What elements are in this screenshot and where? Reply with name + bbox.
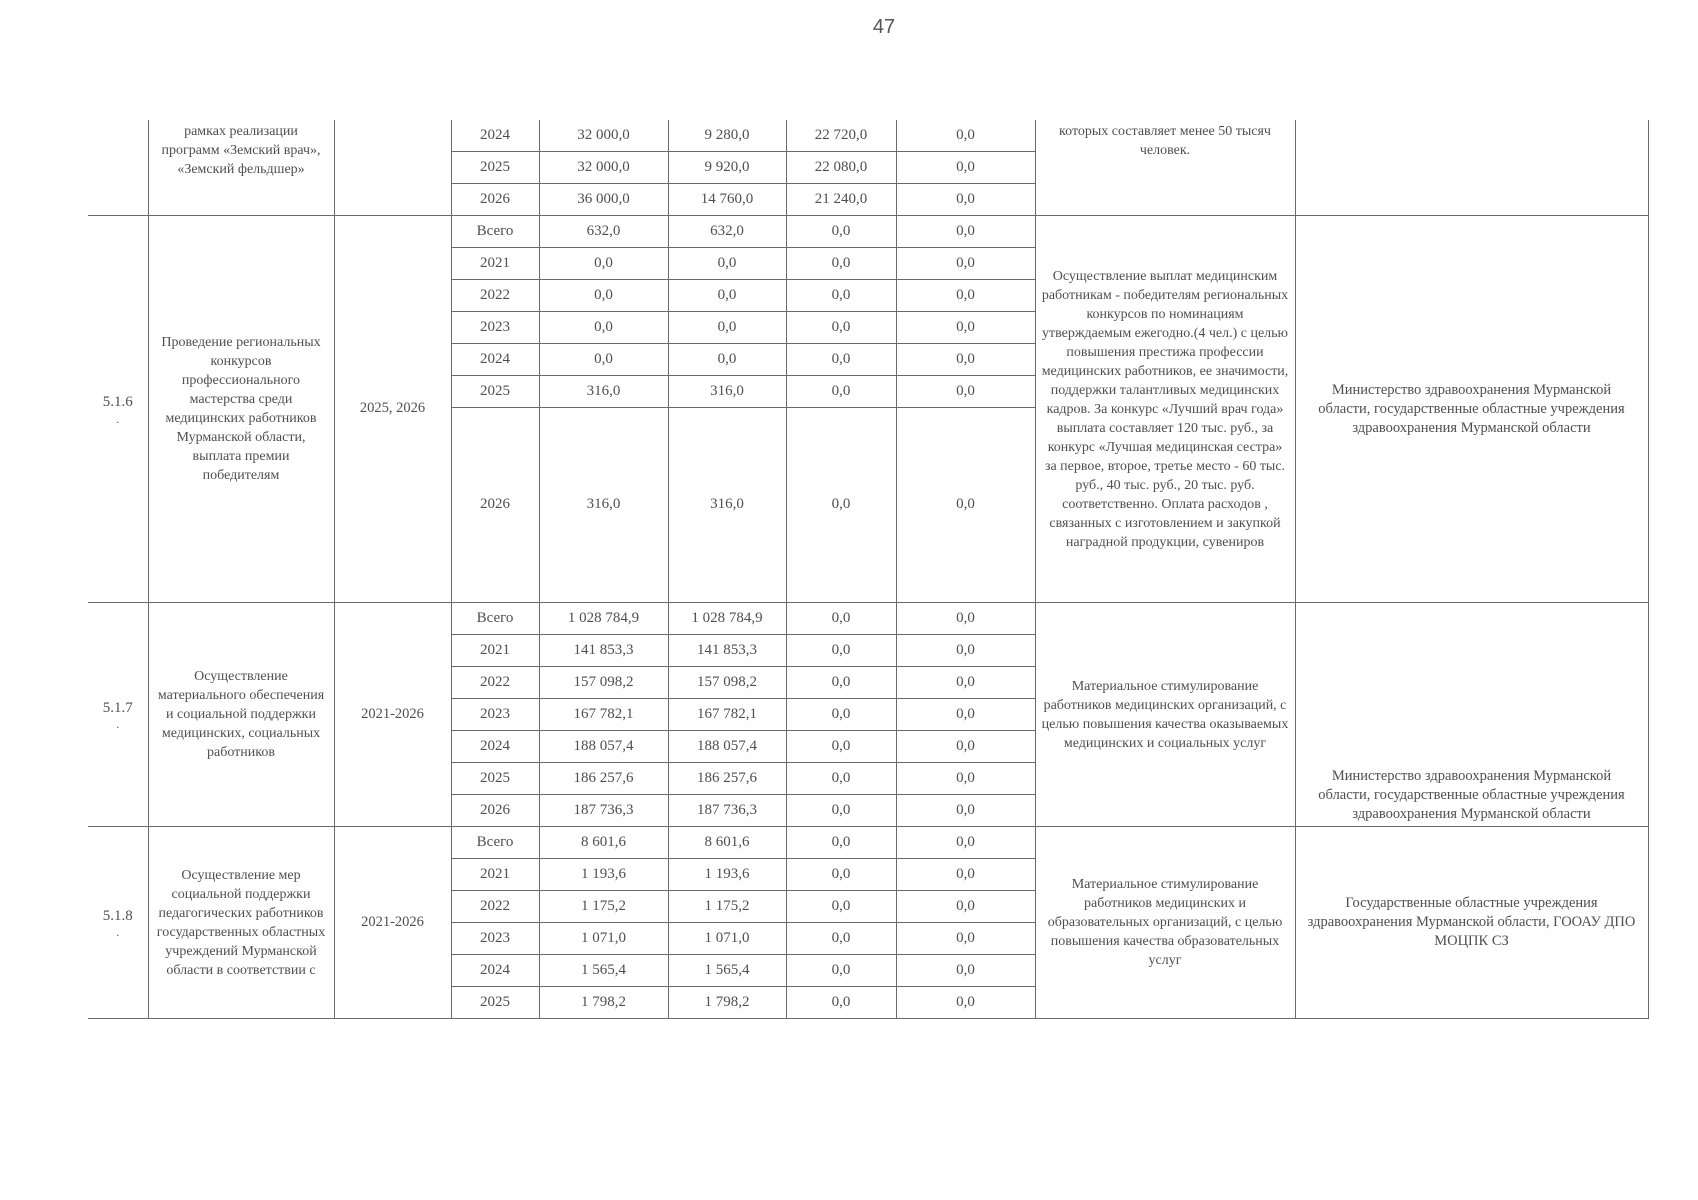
year-cell: 2024 bbox=[451, 120, 539, 152]
table-row bbox=[88, 120, 1648, 152]
program-measures-table bbox=[88, 120, 1649, 1019]
total-cell: 1 193,6 bbox=[539, 859, 668, 891]
regional-cell: 0,0 bbox=[668, 344, 786, 376]
total-cell: 1 028 784,9 bbox=[539, 603, 668, 635]
table-row bbox=[88, 216, 1648, 248]
regional-cell: 632,0 bbox=[668, 216, 786, 248]
regional-cell: 167 782,1 bbox=[668, 699, 786, 731]
federal-cell: 0,0 bbox=[786, 955, 896, 987]
regional-cell: 187 736,3 bbox=[668, 795, 786, 827]
regional-cell: 9 280,0 bbox=[668, 120, 786, 152]
federal-cell: 21 240,0 bbox=[786, 184, 896, 216]
total-cell: 0,0 bbox=[539, 312, 668, 344]
federal-cell: 0,0 bbox=[786, 408, 896, 603]
federal-cell: 0,0 bbox=[786, 699, 896, 731]
measure-code-dot: . bbox=[116, 717, 120, 732]
federal-cell: 0,0 bbox=[786, 603, 896, 635]
year-cell: 2025 bbox=[451, 763, 539, 795]
other-cell: 0,0 bbox=[896, 699, 1035, 731]
federal-cell: 0,0 bbox=[786, 731, 896, 763]
total-cell: 36 000,0 bbox=[539, 184, 668, 216]
other-cell: 0,0 bbox=[896, 763, 1035, 795]
federal-cell: 0,0 bbox=[786, 248, 896, 280]
year-cell: 2022 bbox=[451, 891, 539, 923]
measure-code: 5.1.6 bbox=[102, 394, 133, 411]
total-cell: 1 071,0 bbox=[539, 923, 668, 955]
table-row bbox=[88, 827, 1648, 859]
year-cell: 2021 bbox=[451, 635, 539, 667]
regional-cell: 1 798,2 bbox=[668, 987, 786, 1019]
measure-period: 2021-2026 bbox=[334, 603, 451, 827]
measure-code-cell bbox=[88, 216, 148, 603]
year-cell: 2025 bbox=[451, 376, 539, 408]
measure-code-dot: . bbox=[116, 411, 120, 426]
year-cell: 2022 bbox=[451, 280, 539, 312]
federal-cell: 0,0 bbox=[786, 312, 896, 344]
regional-cell: 1 565,4 bbox=[668, 955, 786, 987]
year-cell: 2021 bbox=[451, 859, 539, 891]
year-cell: 2024 bbox=[451, 955, 539, 987]
responsible-executor: Министерство здравоохранения Мурманской области, государственные областные учреждения здравоохранения Мурманской области bbox=[1295, 603, 1648, 827]
regional-cell: 14 760,0 bbox=[668, 184, 786, 216]
total-cell: 1 798,2 bbox=[539, 987, 668, 1019]
year-cell: Всего bbox=[451, 827, 539, 859]
total-cell: 0,0 bbox=[539, 280, 668, 312]
other-cell: 0,0 bbox=[896, 603, 1035, 635]
table-body bbox=[88, 120, 1648, 1019]
measure-name: Осуществление материального обеспечения и социальной поддержки медицинских, социальных работников bbox=[148, 603, 334, 827]
total-cell: 632,0 bbox=[539, 216, 668, 248]
code-cell bbox=[88, 120, 148, 216]
responsible-executor: Министерство здравоохранения Мурманской области, государственные областные учреждения здравоохранения Мурманской области bbox=[1295, 216, 1648, 603]
regional-cell: 0,0 bbox=[668, 312, 786, 344]
federal-cell: 0,0 bbox=[786, 923, 896, 955]
other-cell: 0,0 bbox=[896, 923, 1035, 955]
total-cell: 316,0 bbox=[539, 408, 668, 603]
regional-cell: 1 028 784,9 bbox=[668, 603, 786, 635]
year-cell: 2026 bbox=[451, 408, 539, 603]
year-cell: 2023 bbox=[451, 699, 539, 731]
other-cell: 0,0 bbox=[896, 891, 1035, 923]
regional-cell: 1 175,2 bbox=[668, 891, 786, 923]
year-cell: 2026 bbox=[451, 184, 539, 216]
regional-cell: 9 920,0 bbox=[668, 152, 786, 184]
federal-cell: 0,0 bbox=[786, 763, 896, 795]
other-cell: 0,0 bbox=[896, 859, 1035, 891]
other-cell: 0,0 bbox=[896, 827, 1035, 859]
federal-cell: 0,0 bbox=[786, 635, 896, 667]
measure-period: 2025, 2026 bbox=[334, 216, 451, 603]
other-cell: 0,0 bbox=[896, 152, 1035, 184]
federal-cell: 0,0 bbox=[786, 216, 896, 248]
other-cell: 0,0 bbox=[896, 667, 1035, 699]
other-cell: 0,0 bbox=[896, 987, 1035, 1019]
other-cell: 0,0 bbox=[896, 795, 1035, 827]
expected-result: Материальное стимулирование работников медицинских и образовательных организаций, с целью повышения качества образовательных услуг bbox=[1035, 827, 1295, 1019]
measure-code-cell bbox=[88, 827, 148, 1019]
total-cell: 316,0 bbox=[539, 376, 668, 408]
measure-code: 5.1.8 bbox=[102, 907, 133, 924]
regional-cell: 188 057,4 bbox=[668, 731, 786, 763]
table-row bbox=[88, 603, 1648, 635]
other-cell: 0,0 bbox=[896, 280, 1035, 312]
year-cell: 2025 bbox=[451, 987, 539, 1019]
other-cell: 0,0 bbox=[896, 184, 1035, 216]
regional-cell: 1 193,6 bbox=[668, 859, 786, 891]
responsible-executor: Государственные областные учреждения здравоохранения Мурманской области, ГООАУ ДПО МОЦПК СЗ bbox=[1295, 827, 1648, 1019]
other-cell: 0,0 bbox=[896, 955, 1035, 987]
federal-cell: 0,0 bbox=[786, 891, 896, 923]
measure-name: рамках реализации программ «Земский врач», «Земский фельдшер» bbox=[148, 120, 334, 216]
year-cell: 2024 bbox=[451, 731, 539, 763]
regional-cell: 0,0 bbox=[668, 248, 786, 280]
federal-cell: 0,0 bbox=[786, 280, 896, 312]
measure-code: 5.1.7 bbox=[102, 699, 133, 716]
regional-cell: 141 853,3 bbox=[668, 635, 786, 667]
total-cell: 141 853,3 bbox=[539, 635, 668, 667]
federal-cell: 0,0 bbox=[786, 376, 896, 408]
measure-code-cell bbox=[88, 603, 148, 827]
regional-cell: 8 601,6 bbox=[668, 827, 786, 859]
responsible-executor bbox=[1295, 120, 1648, 216]
other-cell: 0,0 bbox=[896, 635, 1035, 667]
expected-result: Материальное стимулирование работников медицинских организаций, с целью повышения качества оказываемых медицинских и социальных услуг bbox=[1035, 603, 1295, 827]
total-cell: 186 257,6 bbox=[539, 763, 668, 795]
year-cell: Всего bbox=[451, 603, 539, 635]
total-cell: 188 057,4 bbox=[539, 731, 668, 763]
year-cell: 2022 bbox=[451, 667, 539, 699]
regional-cell: 186 257,6 bbox=[668, 763, 786, 795]
year-cell: 2023 bbox=[451, 923, 539, 955]
page-number: 47 bbox=[872, 16, 896, 38]
federal-cell: 22 720,0 bbox=[786, 120, 896, 152]
other-cell: 0,0 bbox=[896, 344, 1035, 376]
year-cell: 2021 bbox=[451, 248, 539, 280]
other-cell: 0,0 bbox=[896, 312, 1035, 344]
total-cell: 1 565,4 bbox=[539, 955, 668, 987]
total-cell: 157 098,2 bbox=[539, 667, 668, 699]
regional-cell: 316,0 bbox=[668, 376, 786, 408]
regional-cell: 1 071,0 bbox=[668, 923, 786, 955]
measure-name: Проведение региональных конкурсов профессионального мастерства среди медицинских работников Мурманской области, выплата премии победителям bbox=[148, 216, 334, 603]
year-cell: 2026 bbox=[451, 795, 539, 827]
regional-cell: 157 098,2 bbox=[668, 667, 786, 699]
other-cell: 0,0 bbox=[896, 408, 1035, 603]
federal-cell: 0,0 bbox=[786, 667, 896, 699]
expected-result: Осуществление выплат медицинским работникам - победителям региональных конкурсов по номинациям утверждаемым ежегодно.(4 чел.) с целью повышения престижа профессии медицинских работников, ее значимости, поддержки талантливых медицинских кадров. За конкурс «Лучший врач года» выплата составляет 120 тыс. руб., за конкурс «Лучшая медицинская сестра» за первое, второе, третье место - 60 тыс. руб., 40 тыс. руб., 20 тыс. руб. соответственно. Оплата расходов , связанных с изготовлением и закупкой наградной продукции, сувениров bbox=[1035, 216, 1295, 603]
federal-cell: 0,0 bbox=[786, 827, 896, 859]
federal-cell: 0,0 bbox=[786, 344, 896, 376]
period-cell bbox=[334, 120, 451, 216]
expected-result: которых составляет менее 50 тысяч человек. bbox=[1035, 120, 1295, 216]
year-cell: 2025 bbox=[451, 152, 539, 184]
other-cell: 0,0 bbox=[896, 248, 1035, 280]
federal-cell: 22 080,0 bbox=[786, 152, 896, 184]
federal-cell: 0,0 bbox=[786, 987, 896, 1019]
total-cell: 8 601,6 bbox=[539, 827, 668, 859]
total-cell: 32 000,0 bbox=[539, 152, 668, 184]
total-cell: 0,0 bbox=[539, 344, 668, 376]
total-cell: 1 175,2 bbox=[539, 891, 668, 923]
other-cell: 0,0 bbox=[896, 216, 1035, 248]
other-cell: 0,0 bbox=[896, 731, 1035, 763]
year-cell: Всего bbox=[451, 216, 539, 248]
total-cell: 32 000,0 bbox=[539, 120, 668, 152]
other-cell: 0,0 bbox=[896, 120, 1035, 152]
year-cell: 2024 bbox=[451, 344, 539, 376]
total-cell: 167 782,1 bbox=[539, 699, 668, 731]
measure-code-dot: . bbox=[116, 925, 120, 940]
measure-period: 2021-2026 bbox=[334, 827, 451, 1019]
regional-cell: 0,0 bbox=[668, 280, 786, 312]
federal-cell: 0,0 bbox=[786, 859, 896, 891]
total-cell: 0,0 bbox=[539, 248, 668, 280]
year-cell: 2023 bbox=[451, 312, 539, 344]
other-cell: 0,0 bbox=[896, 376, 1035, 408]
total-cell: 187 736,3 bbox=[539, 795, 668, 827]
measure-name: Осуществление мер социальной поддержки педагогических работников государственных областных учреждений Мурманской области в соответствии с bbox=[148, 827, 334, 1019]
federal-cell: 0,0 bbox=[786, 795, 896, 827]
regional-cell: 316,0 bbox=[668, 408, 786, 603]
